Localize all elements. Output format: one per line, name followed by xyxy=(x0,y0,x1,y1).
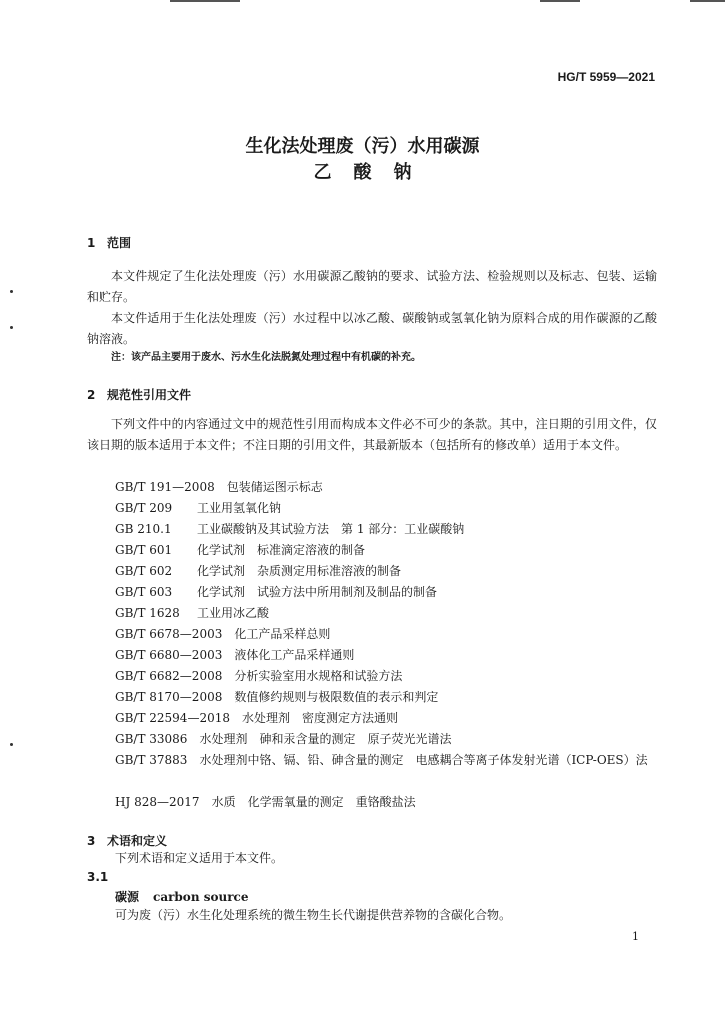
term-name-cn: 碳源 xyxy=(115,890,140,904)
reference-item: GB/T 191—2008 包装储运图示标志 xyxy=(115,480,323,494)
page-number: 1 xyxy=(632,930,639,943)
reference-item: GB/T 22594—2018 水处理剂 密度测定方法通则 xyxy=(115,711,399,725)
reference-item: GB/T 6680—2003 液体化工产品采样通则 xyxy=(115,648,355,662)
section-3-heading xyxy=(87,832,167,849)
title-line-1: 生化法处理废（污）水用碳源 xyxy=(245,136,480,157)
reference-item: GB 210.1 工业碳酸钠及其试验方法 第 1 部分：工业碳酸钠 xyxy=(115,522,465,536)
reference-item: GB/T 8170—2008 数值修约规则与极限数值的表示和判定 xyxy=(115,690,439,704)
reference-item: GB/T 33086 水处理剂 砷和汞含量的测定 原子荧光光谱法 xyxy=(115,732,452,746)
document-title xyxy=(0,134,725,186)
term-definition: 可为废（污）水生化处理系统的微生物生长代谢提供营养物的含碳化合物。 xyxy=(115,908,512,922)
scan-speck xyxy=(10,290,13,293)
section-3-intro: 下列术语和定义适用于本文件。 xyxy=(115,851,284,865)
scan-speck xyxy=(10,743,13,746)
section-2-intro: 下列文件中的内容通过文中的规范性引用而构成本文件必不可少的条款。其中，注日期的引用文件，仅该日期的版本适用于本文件；不注日期的引用文件，其最新版本（包括所有的修改单）适用于本文件。 xyxy=(87,417,657,452)
section-title: 规范性引用文件 xyxy=(107,388,192,402)
section-number: 3 xyxy=(87,834,96,848)
reference-item-long: GB/T 37883 水处理剂中铬、镉、铅、砷含量的测定 电感耦合等离子体发射光谱（ICP-OES）法 xyxy=(115,753,648,767)
section-number: 1 xyxy=(87,236,96,250)
reference-item: HJ 828—2017 水质 化学需氧量的测定 重铬酸盐法 xyxy=(115,795,416,809)
reference-item: GB/T 209 工业用氢氧化钠 xyxy=(115,501,282,515)
reference-item: GB/T 603 化学试剂 试验方法中所用制剂及制品的制备 xyxy=(115,585,438,599)
reference-item: GB/T 601 化学试剂 标准滴定溶液的制备 xyxy=(115,543,366,557)
term-number: 3.1 xyxy=(87,870,109,884)
reference-item: GB/T 602 化学试剂 杂质测定用标准溶液的制备 xyxy=(115,564,402,578)
section-1-heading xyxy=(87,234,131,251)
term-name-en: carbon source xyxy=(153,890,249,904)
section-1-para-2: 本文件适用于生化法处理废（污）水过程中以冰乙酸、碳酸钠或氢氧化钠为原料合成的用作碳源的乙酸钠溶液。 xyxy=(87,311,657,346)
reference-item: GB/T 1628 工业用冰乙酸 xyxy=(115,606,270,620)
scan-speck xyxy=(10,326,13,329)
scan-edge-line xyxy=(540,0,580,2)
section-1-note: 注：该产品主要用于废水、污水生化法脱氮处理过程中有机碳的补充。 xyxy=(111,352,421,363)
section-1-para-1: 本文件规定了生化法处理废（污）水用碳源乙酸钠的要求、试验方法、检验规则以及标志、包装、运输和贮存。 xyxy=(87,269,657,304)
scan-edge-line xyxy=(170,0,240,2)
section-title: 范围 xyxy=(107,236,132,250)
reference-item: GB/T 6678—2003 化工产品采样总则 xyxy=(115,627,331,641)
reference-item: GB/T 6682—2008 分析实验室用水规格和试验方法 xyxy=(115,669,403,683)
term-name xyxy=(115,888,248,905)
standard-number: HG/T 5959—2021 xyxy=(557,70,655,84)
scan-edge-line xyxy=(690,0,725,2)
section-2-heading xyxy=(87,386,191,403)
section-number: 2 xyxy=(87,388,96,402)
title-line-2: 乙酸钠 xyxy=(313,162,434,183)
section-title: 术语和定义 xyxy=(107,834,168,848)
